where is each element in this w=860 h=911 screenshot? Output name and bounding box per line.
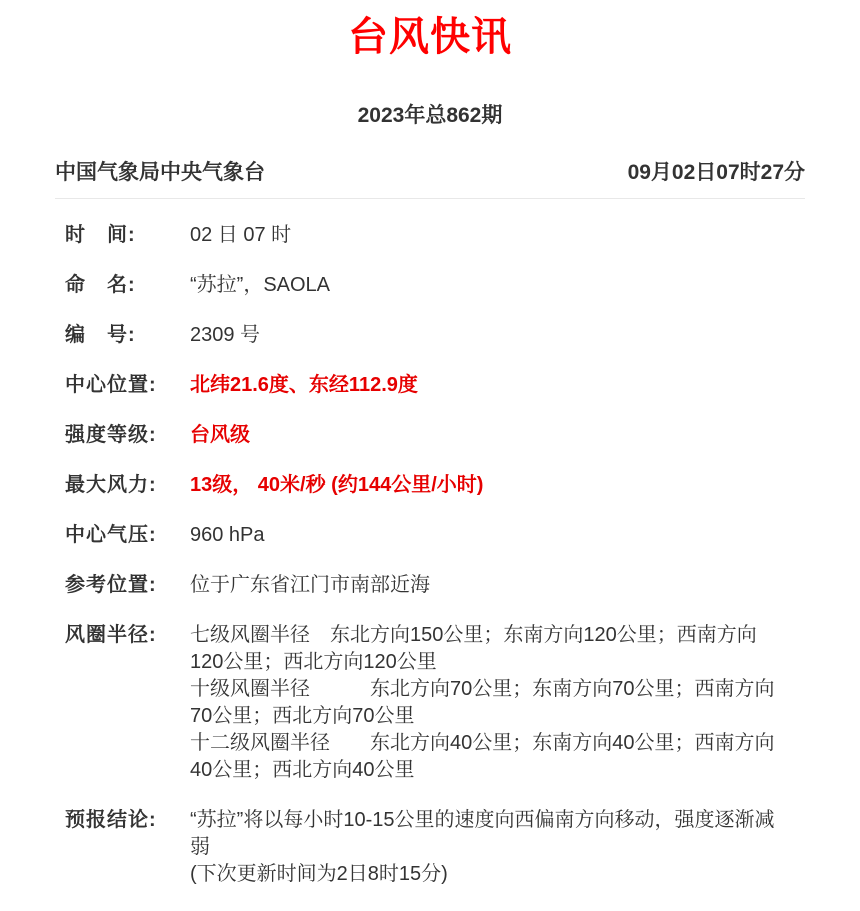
row-value-central-pressure: 960 hPa: [190, 524, 265, 546]
info-row-wind-circle-radius: [65, 622, 805, 784]
wind-circle-level7-line: 七级风圈半径 东北方向150公里；东南方向120公里；西南方向120公里；西北方向120公里: [190, 624, 757, 673]
issue-number: 2023年总862期: [357, 104, 503, 127]
row-label-intensity: 强度等级:: [65, 424, 157, 446]
row-label-name: 命 名:: [65, 274, 136, 296]
bulletin-content: [65, 222, 805, 888]
row-label-center-position: 中心位置:: [65, 374, 157, 396]
row-value-center-position: 北纬21.6度、东经112.9度: [190, 374, 418, 396]
row-label-forecast-conclusion: 预报结论:: [65, 809, 157, 831]
info-row-time: [65, 222, 805, 249]
info-row-number: [65, 322, 805, 349]
forecast-movement-line: “苏拉”将以每小时10-15公里的速度向西偏南方向移动，强度逐渐减弱: [190, 809, 775, 858]
info-row-name: [65, 272, 805, 299]
row-value-time: 02 日 07 时: [190, 224, 292, 246]
row-value-name: “苏拉”，SAOLA: [190, 274, 331, 296]
row-label-time: 时 间:: [65, 224, 136, 246]
bulletin-header: [55, 160, 805, 185]
info-row-central-pressure: [65, 522, 805, 549]
row-value-max-wind: 13级， 40米/秒 (约144公里/小时): [190, 474, 484, 496]
page-title: 台风快讯: [348, 15, 512, 59]
publish-time: 09月02日07时27分: [627, 161, 805, 184]
row-value-number: 2309 号: [190, 324, 261, 346]
row-value-intensity: 台风级: [190, 424, 250, 446]
wind-circle-level12-line: 十二级风圈半径 东北方向40公里；东南方向40公里；西南方向40公里；西北方向40公里: [190, 732, 775, 781]
row-label-central-pressure: 中心气压:: [65, 524, 157, 546]
header-divider: [55, 198, 805, 199]
info-row-reference-position: [65, 572, 805, 599]
wind-circle-level10-line: 十级风圈半径 东北方向70公里；东南方向70公里；西南方向70公里；西北方向70公里: [190, 678, 775, 727]
row-value-wind-circle-radius: [190, 622, 785, 784]
info-row-forecast-conclusion: [65, 807, 805, 888]
typhoon-bulletin-page: [0, 13, 860, 911]
info-row-intensity: [65, 422, 805, 449]
row-value-reference-position: 位于广东省江门市南部近海: [190, 574, 430, 596]
forecast-next-update-line: (下次更新时间为2日8时15分): [190, 863, 448, 885]
row-value-forecast-conclusion: [190, 807, 785, 888]
row-label-reference-position: 参考位置:: [65, 574, 157, 596]
row-label-max-wind: 最大风力:: [65, 474, 157, 496]
info-row-center-position: [65, 372, 805, 399]
row-label-number: 编 号:: [65, 324, 136, 346]
info-row-max-wind: [65, 472, 805, 499]
row-label-wind-circle-radius: 风圈半径:: [65, 624, 157, 646]
agency-name: 中国气象局中央气象台: [55, 161, 265, 184]
